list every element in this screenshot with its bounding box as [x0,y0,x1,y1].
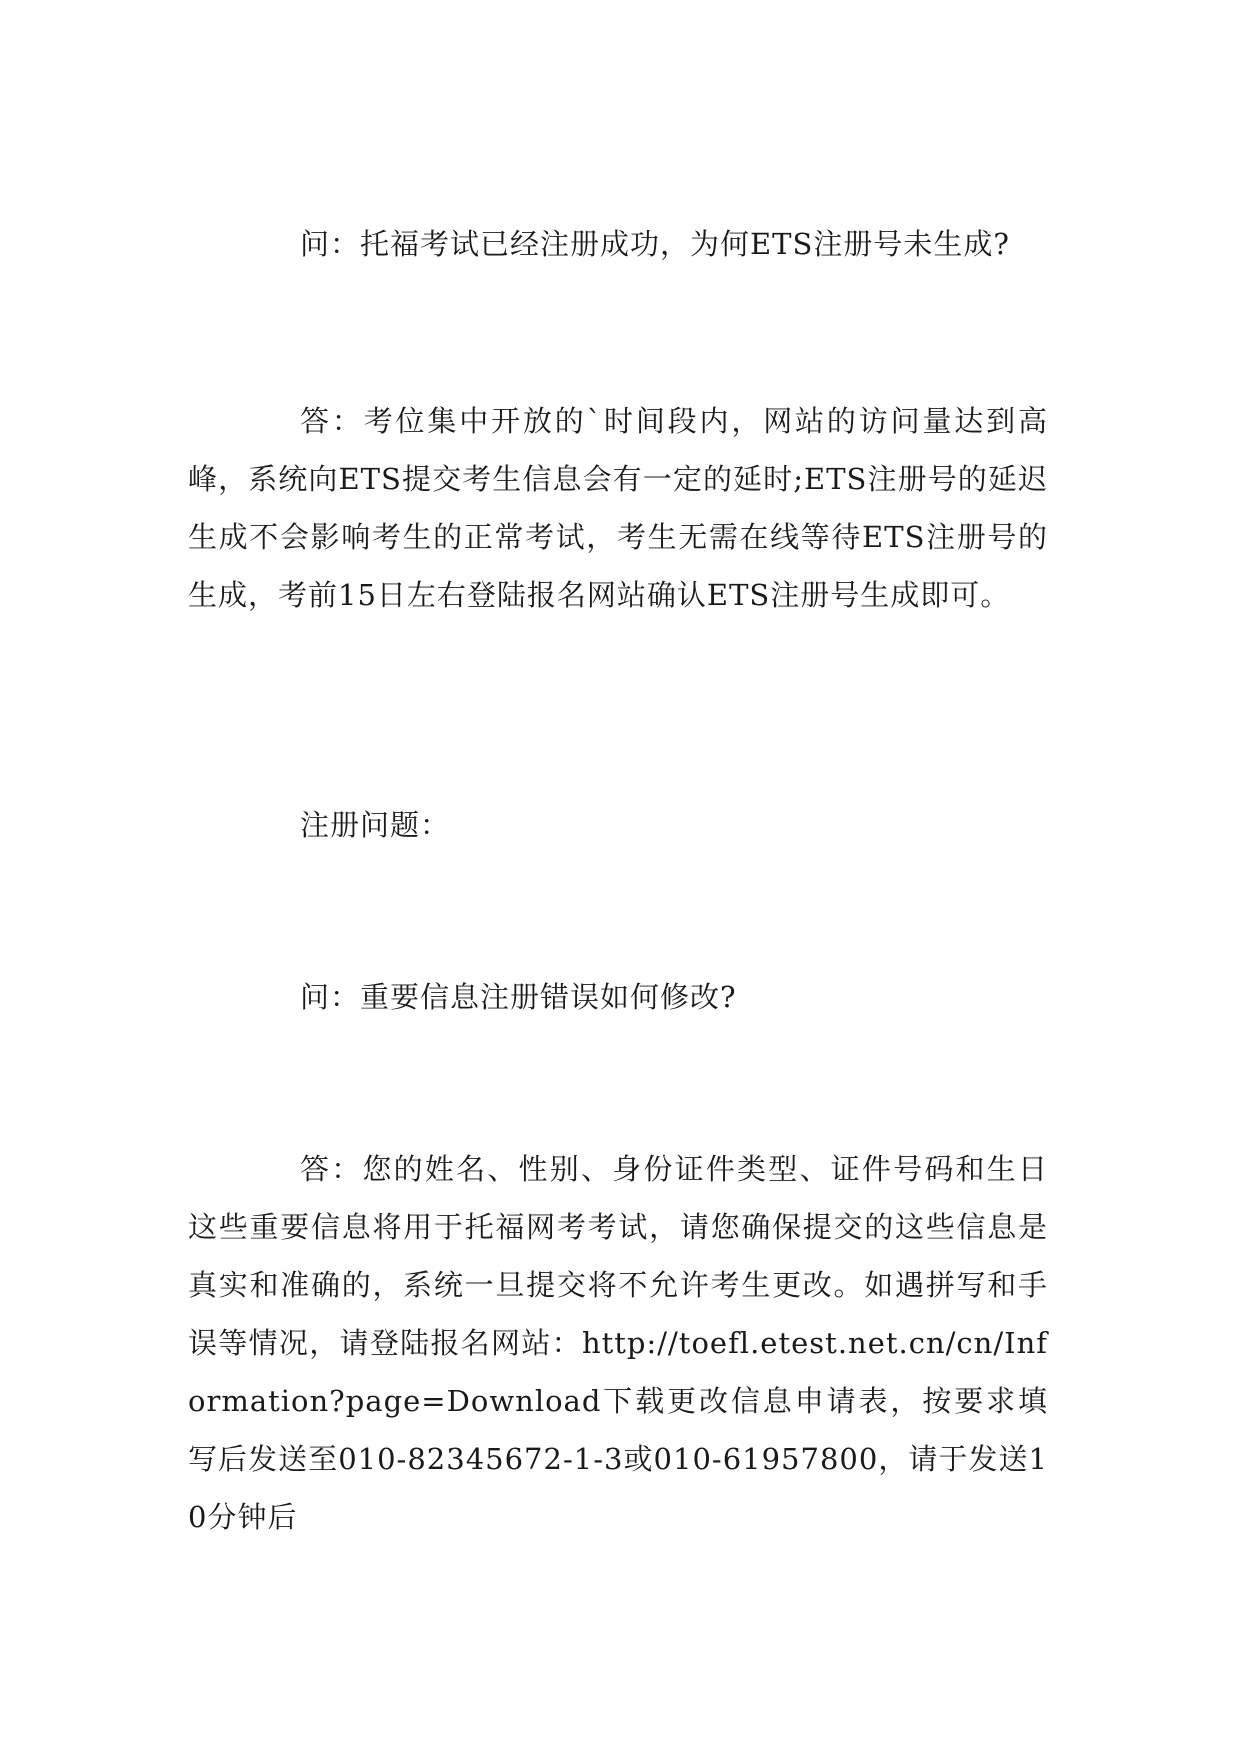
section-heading: 注册问题： [300,808,451,842]
question-1: 问：托福考试已经注册成功，为何ETS注册号未生成? [300,227,1010,261]
question-2: 问：重要信息注册错误如何修改? [300,980,737,1014]
answer-2: 答：您的姓名、性别、身份证件类型、证件号码和生日这些重要信息将用于托福网考考试，请您确保提交的这些信息是真实和准确的，系统一旦提交将不允许考生更改。如遇拼写和手误等情况，请登陆报名网站：http://toefl.etest.net.cn/cn/Information?page=Download下载更改信息申请表，按要求填写后发送至010-82345672-1-3或010-61957800，请于发送10分钟后 [188,1152,1048,1534]
answer-1: 答：考位集中开放的`时间段内，网站的访问量达到高峰，系统向ETS提交考生信息会有一定的延时;ETS注册号的延迟生成不会影响考生的正常考试，考生无需在线等待ETS注册号的生成，考前15日左右登陆报名网站确认ETS注册号生成即可。 [188,404,1048,612]
